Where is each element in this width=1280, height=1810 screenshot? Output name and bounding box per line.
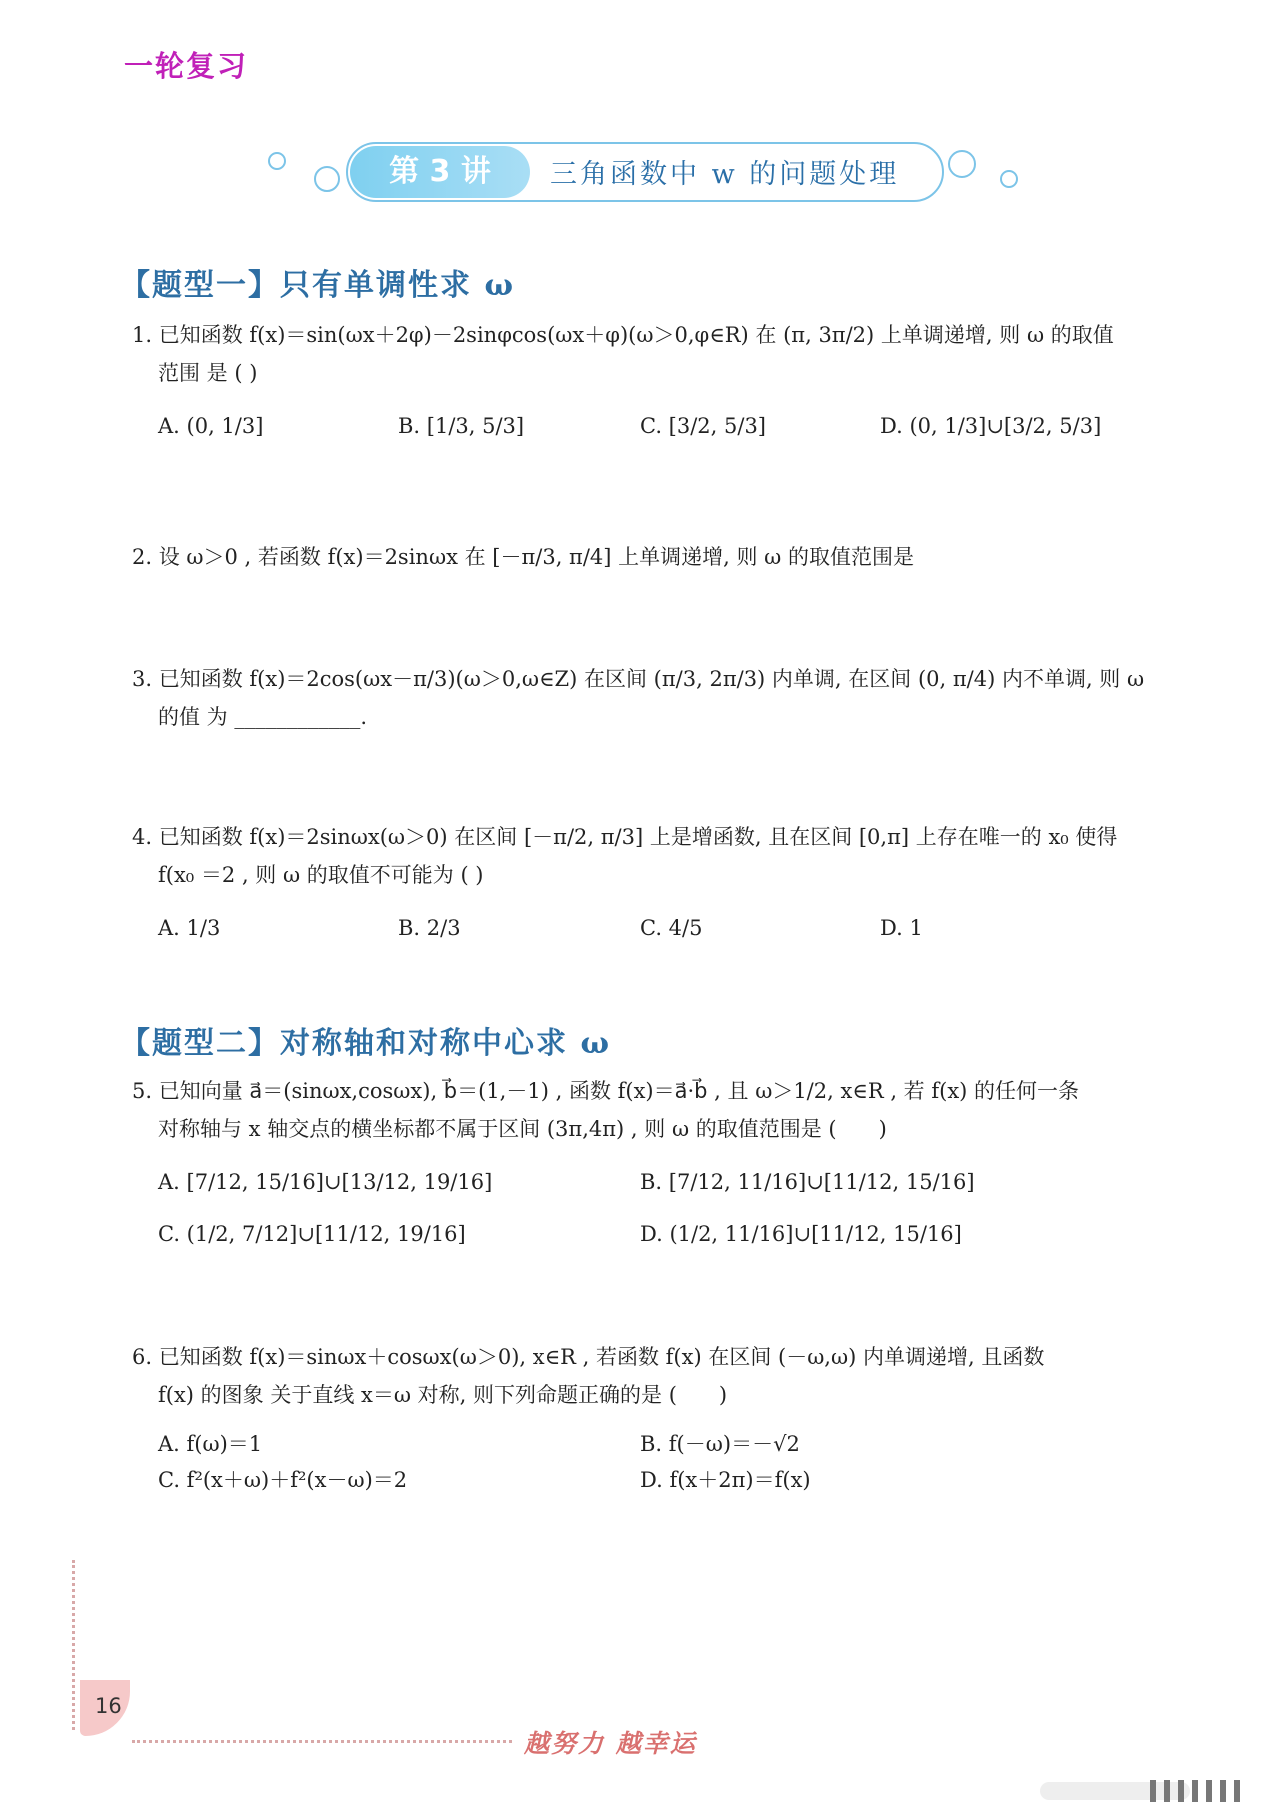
decor-dotted-line — [132, 1740, 512, 1743]
decor-bubble — [1000, 170, 1018, 188]
option-b: B. 2/3 — [398, 916, 461, 940]
section-title: 【题型一】只有单调性求 ω — [120, 268, 516, 303]
page-number: 16 — [95, 1694, 122, 1718]
option-c: C. [3/2, 5/3] — [640, 414, 766, 438]
decor-dotted-line — [72, 1560, 75, 1730]
watermark-logo — [1040, 1778, 1252, 1804]
decor-bubble — [268, 152, 286, 170]
option-c: C. 4/5 — [640, 916, 703, 940]
question-text-cont: 对称轴与 x 轴交点的横坐标都不属于区间 (3π,4π) , 则 ω 的取值范围是 ( ) — [158, 1117, 887, 1141]
question-5 — [132, 1072, 1172, 1148]
option-a: A. 1/3 — [158, 916, 221, 940]
decor-bubble — [314, 166, 340, 192]
question-text: 3. 已知函数 f(x)＝2cos(ωx－π/3)(ω＞0,ω∈Z) 在区间 (π/3, 2π/3) 内单调, 在区间 (0, π/4) 内不单调, 则 ω — [132, 667, 1145, 691]
question-4 — [132, 818, 1172, 894]
option-b: B. [1/3, 5/3] — [398, 414, 525, 438]
question-6 — [132, 1338, 1172, 1414]
footer-slogan: 越努力 越幸运 — [524, 1729, 697, 1758]
question-1 — [132, 316, 1172, 392]
question-text-cont: f(x) 的图象 关于直线 x＝ω 对称, 则下列命题正确的是 ( ) — [158, 1383, 728, 1407]
question-2 — [132, 538, 1172, 576]
option-b: B. f(－ω)＝－√2 — [640, 1432, 800, 1456]
question-text: 1. 已知函数 f(x)＝sin(ωx＋2φ)－2sinφcos(ωx＋φ)(ω＞0,φ∈R) 在 (π, 3π/2) 上单调递增, 则 ω 的取值 — [132, 323, 1114, 347]
option-a: A. (0, 1/3] — [158, 414, 264, 438]
question-text: 6. 已知函数 f(x)＝sinωx＋cosωx(ω＞0), x∈R , 若函数 f(x) 在区间 (－ω,ω) 内单调递增, 且函数 — [132, 1345, 1045, 1369]
option-a: A. f(ω)＝1 — [158, 1432, 263, 1456]
lecture-title: 三角函数中 w 的问题处理 — [550, 159, 900, 190]
option-d: D. 1 — [880, 916, 923, 940]
question-text-cont: 范围 是 ( ) — [158, 361, 258, 385]
option-a: A. [7/12, 15/16]∪[13/12, 19/16] — [158, 1170, 493, 1194]
section-title: 【题型二】对称轴和对称中心求 ω — [120, 1026, 612, 1061]
option-b: B. [7/12, 11/16]∪[11/12, 15/16] — [640, 1170, 975, 1194]
option-c: C. (1/2, 7/12]∪[11/12, 19/16] — [158, 1222, 466, 1246]
question-text: 2. 设 ω＞0 , 若函数 f(x)＝2sinωx 在 [－π/3, π/4] 上单调递增, 则 ω 的取值范围是 — [132, 545, 914, 569]
lecture-number: 第 3 讲 — [350, 146, 530, 198]
option-d: D. (1/2, 11/16]∪[11/12, 15/16] — [640, 1222, 962, 1246]
option-c: C. f²(x＋ω)＋f²(x－ω)＝2 — [158, 1468, 408, 1492]
question-text-cont: f(x₀ ＝2 , 则 ω 的取值不可能为 ( ) — [158, 863, 484, 887]
question-text: 5. 已知向量 a⃗＝(sinωx,cosωx), b⃗＝(1,－1) , 函数 f(x)＝a⃗·b⃗ , 且 ω＞1/2, x∈R , 若 f(x) 的任何一条 — [132, 1079, 1080, 1103]
corner-tag: 一轮复习 — [124, 49, 249, 83]
question-text-cont: 的值 为 ____________. — [158, 705, 368, 729]
option-d: D. f(x＋2π)＝f(x) — [640, 1468, 811, 1492]
question-text: 4. 已知函数 f(x)＝2sinωx(ω＞0) 在区间 [－π/2, π/3] 上是增函数, 且在区间 [0,π] 上存在唯一的 x₀ 使得 — [132, 825, 1118, 849]
decor-bubble — [948, 150, 976, 178]
option-d: D. (0, 1/3]∪[3/2, 5/3] — [880, 414, 1102, 438]
question-3 — [132, 660, 1172, 736]
